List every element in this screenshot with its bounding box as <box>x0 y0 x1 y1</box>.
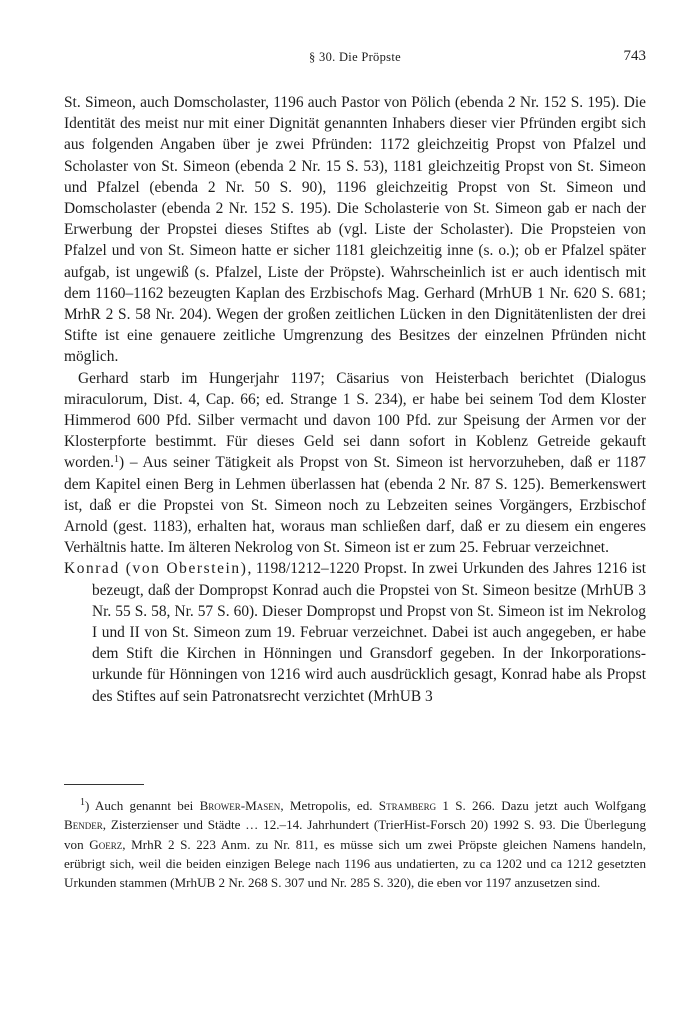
paragraph-text: Gerhard starb im Hungerjahr 1197; Cäsarius von Heisterbach berichtet (Dialogus miraculorum, Dist. 4, Cap. 66; ed. Strange 1 S. 234), er habe bei seinem Tod dem Kloster Himmerod 600 Pfd. Silber vermacht und davon 100 Pfd. zur Speisung der Armen vor der Klosterpforte bestimmt. Für dieses Geld sei dann sofort in Koblenz Getreide gekauft worden. <box>64 369 646 472</box>
footnote <box>64 796 646 892</box>
footnote-text: ) Auch genannt bei <box>85 798 200 813</box>
author-name: Bender <box>64 817 103 833</box>
body-text <box>64 92 646 707</box>
entry-name: Konrad (von Oberstein) <box>64 560 248 578</box>
page-number: 743 <box>623 48 646 64</box>
running-header <box>64 50 646 70</box>
entry-text: , 1198/1212–1220 Propst. In zwei Urkunden des Jahres 1216 ist bezeugt, daß der Dompropst Konrad auch die Propstei von St. Simeon besitze (MrhUB 3 Nr. 55 S. 58, Nr. 57 S. 60). Dieser Dompropst und Propst von St. Simeon ist im Nekrolog I und II von St. Simeon zum 19. Februar verzeichnet. Dabei ist auch angegeben, er habe dem Stift die Kirchen in Hönningen und Gransdorf gegeben. In der Inkorporationsurkunde für Hönningen von 1216 wird auch ausdrücklich gesagt, Konrad habe als Propst des Stiftes auf sein Patronatsrecht verzichtet (MrhUB 3 <box>92 560 646 705</box>
paragraph-gerhard-pfruenden: St. Simeon, auch Domscholaster, 1196 auch Pastor von Pölich (ebenda 2 Nr. 152 S. 195). Die Identität des meist nur mit einer Dignität genannten Inhabers dieser vier Pfründen ergibt sich aus folgenden Angaben über je zwei Pfründen: 1172 gleichzeitig Propst von Pfalzel und Scholaster von St. Simeon (ebenda 2 Nr. 15 S. 53), 1181 gleichzeitig Propst von St. Simeon und Pfalzel (ebenda 2 Nr. 50 S. 90), 1196 gleichzeitig Propst von St. Simeon und Domscholaster (ebenda 2 Nr. 152 S. 195). Die Scholasterie von St. Simeon gab er nach der Erwerbung der Propstei dieses Stiftes ab (vgl. Liste der Scholaster). Die Propsteien von Pfalzel und von St. Simeon hatte er sicher 1181 gleichzeitig inne (s. o.); ob er Pfalzel später aufgab, ist ungewiß (s. Pfalzel, Liste der Pröpste). Wahrscheinlich ist er auch identisch mit dem 1160–1162 bezeugten Kaplan des Erzbischofs Mag. Gerhard (MrhUB 1 Nr. 620 S. 681; MrhR 2 S. 58 Nr. 204). Wegen der großen zeitlichen Lücken in den Dignitätenlisten der drei Stifte ist eine genauere zeitliche Umgrenzung des Besitzes der einzelnen Pfründen nicht möglich. <box>64 94 646 366</box>
author-name: Brower-Masen <box>199 798 281 813</box>
running-title: § 30. Die Pröpste <box>309 50 401 64</box>
footnote-text: , Metropolis, ed. <box>280 798 379 813</box>
paragraph-gerhard-death <box>64 368 646 559</box>
paragraph-text: ) – Aus seiner Tätigkeit als Propst von St. Simeon ist hervorzuheben, daß er 1187 dem Kapitel einen Berg in Lehmen überlassen hat (ebenda 2 Nr. 87 S. 125). Bemerkenswert ist, daß er die Propstei von St. Simeon noch zu Lebzeiten seines Vorgängers, Erzbischof Arnold (gest. 1183), erhalten hat, woraus man schließen darf, daß er zu diesem ein engeres Verhältnis hatte. Im älteren Nekrolog von St. Simeon ist er zum 25. Februar verzeichnet. <box>64 454 646 557</box>
footnote-reference[interactable]: 1 <box>114 454 120 466</box>
footnote-mark: 1 <box>80 797 85 808</box>
footnote-divider <box>64 784 144 785</box>
footnote-text: 1 S. 266. Dazu jetzt auch Wolfgang <box>436 798 646 813</box>
footnote-text: , Zisterzienser und Städte … 12.–14. Jahrhundert (TrierHist-Forsch 20) 1992 S. 93. Die Überlegung von <box>64 817 646 852</box>
author-name: Goerz <box>89 836 123 852</box>
author-name: Stramberg <box>378 798 437 813</box>
entry-konrad <box>64 558 646 706</box>
footnote-text: , MrhR 2 S. 223 Anm. zu Nr. 811, es müsse sich um zwei Pröpste gleichen Namens handeln, erübrigt sich, weil die beiden einzigen Belege nach 1196 aus undatierten, zu ca 1202 und ca 1212 gesetzten Urkunden stammen (MrhUB 2 Nr. 268 S. 307 und Nr. 285 S. 320), die eben vor 1197 anzusetzen sind. <box>64 836 646 891</box>
